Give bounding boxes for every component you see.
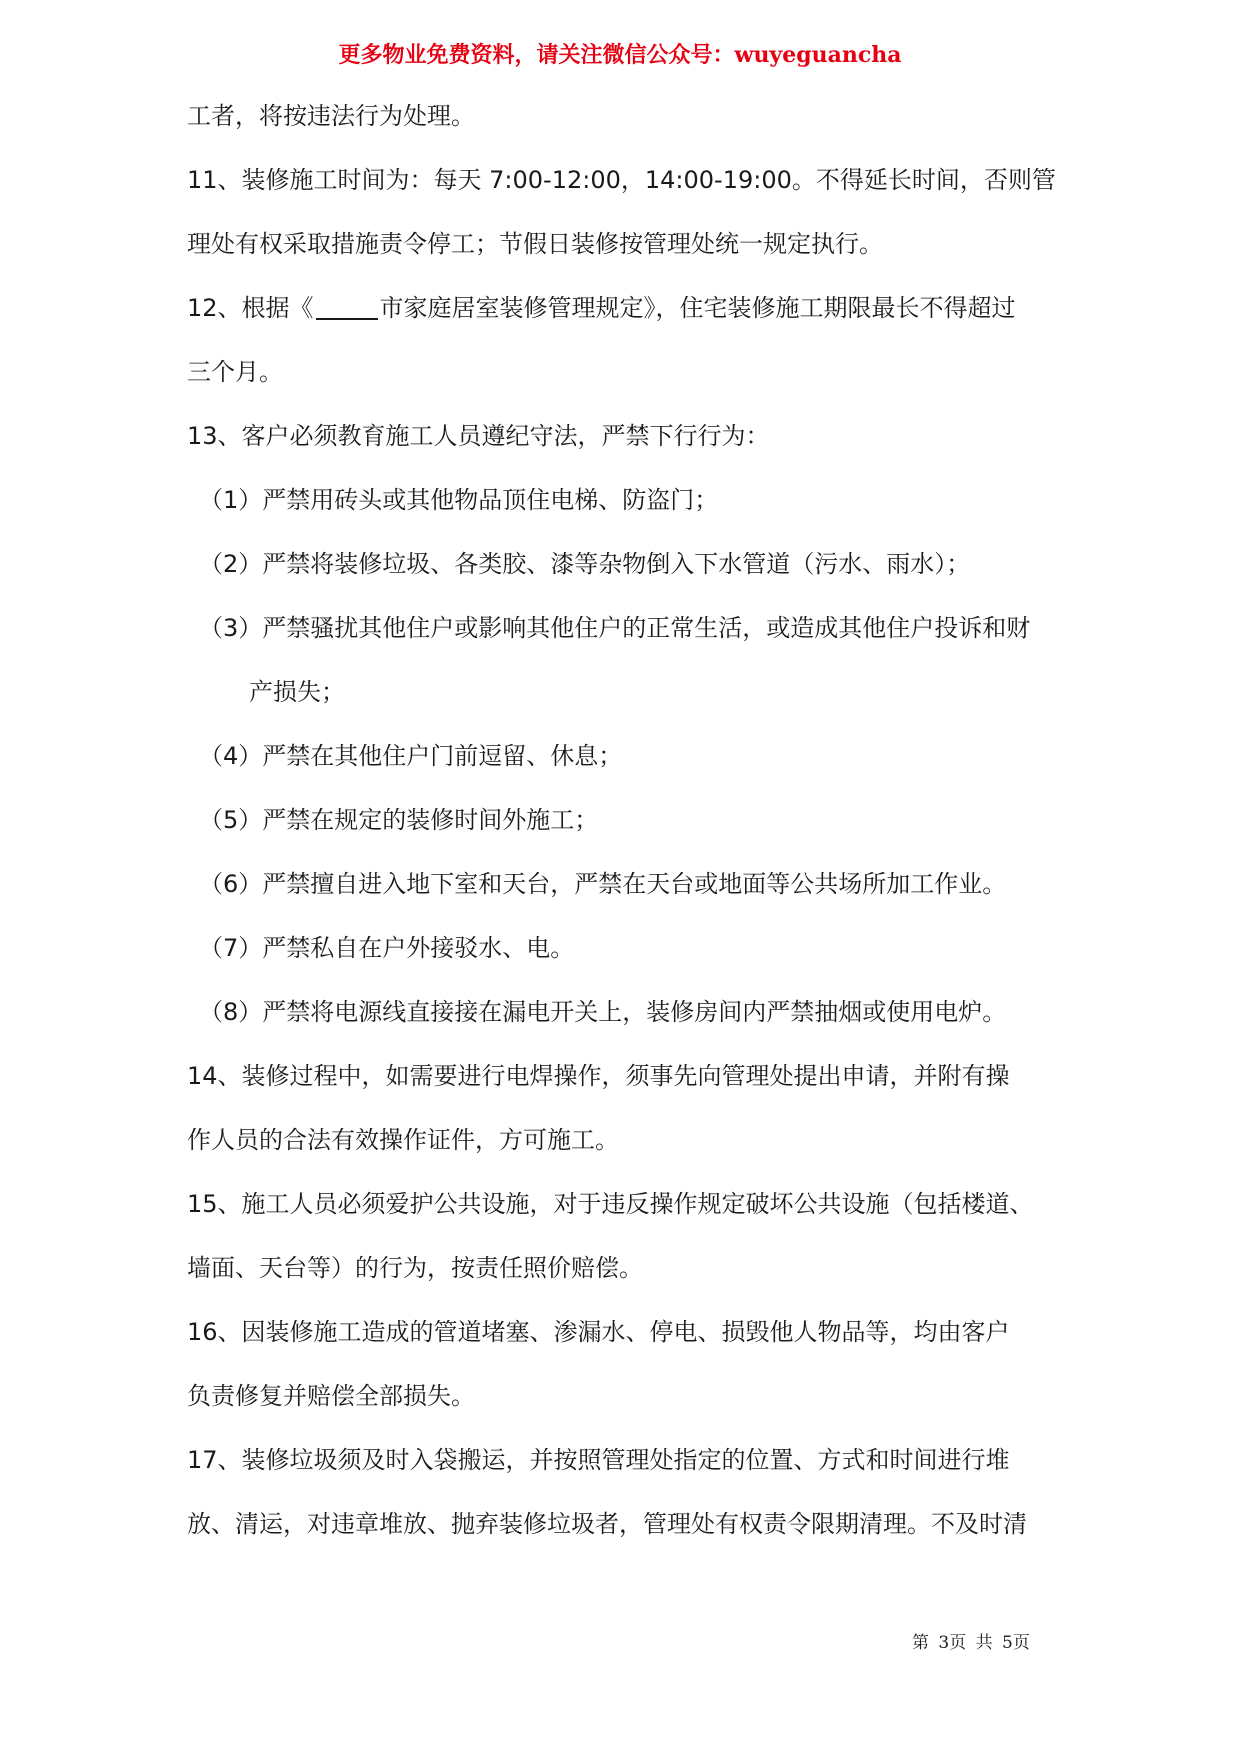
page-total: 共 5页 xyxy=(975,1633,1030,1653)
paragraph-line: 墙面、天台等）的行为，按责任照价赔偿。 xyxy=(187,1254,643,1282)
list-item: （6）严禁擅自进入地下室和天台，严禁在天台或地面等公共场所加工作业。 xyxy=(199,870,1007,898)
list-item: （1）严禁用砖头或其他物品顶住电梯、防盗门； xyxy=(199,486,719,514)
document-body xyxy=(187,84,1057,1556)
list-item: （3）严禁骚扰其他住户或影响其他住户的正常生活，或造成其他住户投诉和财 xyxy=(199,614,1031,642)
page-number xyxy=(912,1628,1030,1653)
list-item: （5）严禁在规定的装修时间外施工； xyxy=(199,806,599,834)
paragraph-line: 理处有权采取措施责令停工；节假日装修按管理处统一规定执行。 xyxy=(187,230,883,258)
list-item: （8）严禁将电源线直接接在漏电开关上，装修房间内严禁抽烟或使用电炉。 xyxy=(199,998,1007,1026)
paragraph-line: 13、客户必须教育施工人员遵纪守法，严禁下行行为： xyxy=(187,422,770,450)
paragraph-line: 三个月。 xyxy=(187,358,283,386)
list-item: （2）严禁将装修垃圾、各类胶、漆等杂物倒入下水管道（污水、雨水）； xyxy=(199,550,971,578)
paragraph-line xyxy=(187,276,1057,340)
fill-in-blank xyxy=(316,318,378,320)
list-item: （4）严禁在其他住户门前逗留、休息； xyxy=(199,742,623,770)
paragraph-line: 负责修复并赔偿全部损失。 xyxy=(187,1382,475,1410)
paragraph-line: 作人员的合法有效操作证件，方可施工。 xyxy=(187,1126,619,1154)
list-item: （7）严禁私自在户外接驳水、电。 xyxy=(199,934,575,962)
line-part: 12、根据《 xyxy=(187,294,314,322)
paragraph-line: 11、装修施工时间为：每天 7:00-12:00，14:00-19:00。不得延长时间，否则管 xyxy=(187,166,1056,194)
page-current: 第 3页 xyxy=(912,1633,967,1653)
paragraph-line: 14、装修过程中，如需要进行电焊操作，须事先向管理处提出申请，并附有操 xyxy=(187,1062,1010,1090)
list-item-continuation: 产损失； xyxy=(249,678,345,706)
paragraph-line: 工者，将按违法行为处理。 xyxy=(187,102,475,130)
line-part: 市家庭居室装修管理规定》，住宅装修施工期限最长不得超过 xyxy=(379,294,1016,322)
paragraph-line: 17、装修垃圾须及时入袋搬运，并按照管理处指定的位置、方式和时间进行堆 xyxy=(187,1446,1010,1474)
paragraph-line: 16、因装修施工造成的管道堵塞、渗漏水、停电、损毁他人物品等，均由客户 xyxy=(187,1318,1010,1346)
header-banner: 更多物业免费资料，请关注微信公众号：wuyeguancha xyxy=(338,42,902,68)
paragraph-line: 放、清运，对违章堆放、抛弃装修垃圾者，管理处有权责令限期清理。不及时清 xyxy=(187,1510,1027,1538)
paragraph-line: 15、施工人员必须爱护公共设施，对于违反操作规定破坏公共设施（包括楼道、 xyxy=(187,1190,1034,1218)
